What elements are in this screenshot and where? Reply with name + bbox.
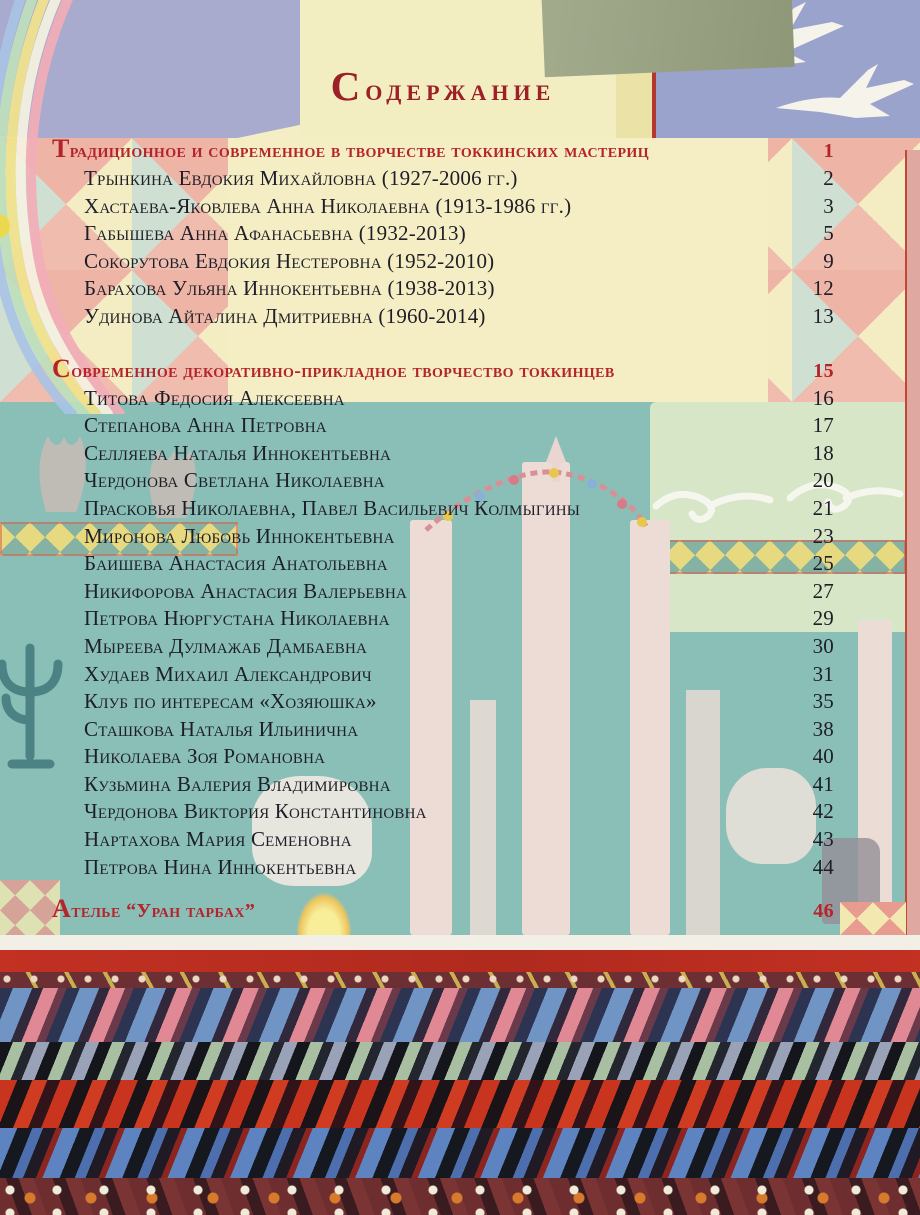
toc-entry (52, 771, 834, 799)
toc-entry (52, 248, 834, 276)
toc-section-heading (52, 355, 834, 385)
entry-label: Трынкина Евдокия Михайловна (1927-2006 гг.) (84, 166, 518, 190)
entry-label: Селляева Наталья Иннокентьевна (84, 440, 392, 465)
entry-label: Николаева Зоя Романовна (84, 744, 326, 769)
entry-label: Чердонова Виктория Константиновна (84, 799, 427, 824)
section-page-number: 1 (823, 140, 834, 162)
page-title: Содержание (330, 63, 556, 109)
entry-page-number: 30 (812, 633, 834, 658)
section-page-number: 15 (813, 359, 834, 382)
entry-label: Никифорова Анастасия Валерьевна (84, 578, 408, 603)
rug-braid-row (0, 1178, 920, 1215)
toc-entry (52, 661, 834, 689)
entry-page-number: 12 (812, 276, 834, 301)
entry-label: Клуб по интересам «Хозяюшка» (84, 689, 377, 714)
entry-page-number: 42 (812, 799, 834, 824)
entry-label: Габышева Анна Афанасьевна (1932-2013) (84, 221, 466, 246)
entry-label: Хастаева-Яковлева Анна Николаевна (1913-1986 гг.) (84, 193, 572, 218)
entry-label: Кузьмина Валерия Владимировна (84, 771, 391, 796)
toc-entry (52, 826, 834, 854)
entry-label: Баишева Анастасия Анатольевна (84, 551, 388, 576)
entry-label: Петрова Нюргустана Николаевна (84, 606, 390, 631)
entry-label: Нартахова Мария Семеновна (84, 827, 352, 852)
toc-entry (52, 523, 834, 551)
toc-entry (52, 743, 834, 771)
toc-entry (52, 550, 834, 578)
rug-braid-row (0, 1128, 920, 1178)
toc-list (52, 135, 834, 925)
entry-label: Титова Федосия Алексеевна (84, 385, 345, 410)
toc-entry (52, 303, 834, 331)
entry-page-number: 23 (812, 523, 834, 548)
right-edge-band (905, 150, 920, 948)
entry-label: Мыреева Дулмажаб Дамбаевна (84, 633, 368, 658)
toc-entry (52, 385, 834, 413)
toc-entry (52, 605, 834, 633)
entry-page-number: 25 (812, 551, 834, 576)
entry-page-number: 17 (812, 413, 834, 438)
white-strip (0, 935, 920, 950)
section-heading-label: Традиционное и современное в творчестве токкинских мастериц (52, 134, 650, 163)
entry-label: Чердонова Светлана Николаевна (84, 468, 385, 493)
toc-entry (52, 220, 834, 248)
entry-page-number: 35 (812, 689, 834, 714)
entry-page-number: 38 (812, 716, 834, 741)
toc-entry (52, 412, 834, 440)
section-heading-label: Ателье “Уран тарбах” (52, 894, 256, 924)
entry-page-number: 27 (812, 578, 834, 603)
entry-page-number: 2 (823, 166, 834, 190)
toc-content (52, 64, 834, 925)
entry-label: Прасковья Николаевна, Павел Васильевич Колмыгины (84, 495, 581, 520)
entry-page-number: 21 (812, 495, 834, 520)
rug-braid-row (0, 1042, 920, 1080)
entry-label: Миронова Любовь Иннокентьевна (84, 523, 395, 548)
entry-page-number: 41 (812, 771, 834, 796)
entry-page-number: 44 (812, 854, 834, 879)
toc-entry (52, 688, 834, 716)
entry-page-number: 16 (812, 385, 834, 410)
entry-label: Сокорутова Евдокия Нестеровна (1952-2010) (84, 248, 495, 273)
entry-page-number: 29 (812, 606, 834, 631)
toc-entry (52, 578, 834, 606)
entry-page-number: 31 (812, 661, 834, 686)
rug-braid-row (0, 988, 920, 1042)
section-page-number: 46 (813, 900, 834, 923)
toc-entry (52, 275, 834, 303)
rug-red-strip (0, 950, 920, 972)
toc-section-heading (52, 135, 834, 165)
entry-page-number: 3 (823, 193, 834, 218)
entry-page-number: 9 (823, 248, 834, 273)
entry-page-number: 20 (812, 468, 834, 493)
toc-entry (52, 633, 834, 661)
entry-page-number: 40 (812, 744, 834, 769)
entry-label: Барахова Ульяна Иннокентьевна (1938-2013) (84, 276, 495, 301)
toc-entry (52, 193, 834, 221)
entry-label: Удинова Айталина Дмитриевна (1960-2014) (84, 303, 486, 328)
rug-braid-row (0, 972, 920, 988)
toc-entry (52, 440, 834, 468)
entry-page-number: 18 (812, 440, 834, 465)
rug-braid-row (0, 1080, 920, 1128)
entry-page-number: 5 (823, 221, 834, 246)
entry-label: Сташкова Наталья Ильинична (84, 716, 359, 741)
toc-section-heading (52, 895, 834, 925)
toc-entry (52, 165, 834, 193)
toc-entry (52, 798, 834, 826)
toc-entry (52, 854, 834, 882)
toc-entry (52, 467, 834, 495)
toc-entry (52, 495, 834, 523)
entry-page-number: 43 (812, 827, 834, 852)
toc-entry (52, 716, 834, 744)
entry-label: Степанова Анна Петровна (84, 413, 327, 438)
entry-label: Худаев Михаил Александрович (84, 661, 372, 686)
entry-page-number: 13 (812, 303, 834, 328)
section-heading-label: Современное декоративно-прикладное творчество токкинцев (52, 353, 615, 383)
entry-label: Петрова Нина Иннокентьевна (84, 854, 357, 879)
